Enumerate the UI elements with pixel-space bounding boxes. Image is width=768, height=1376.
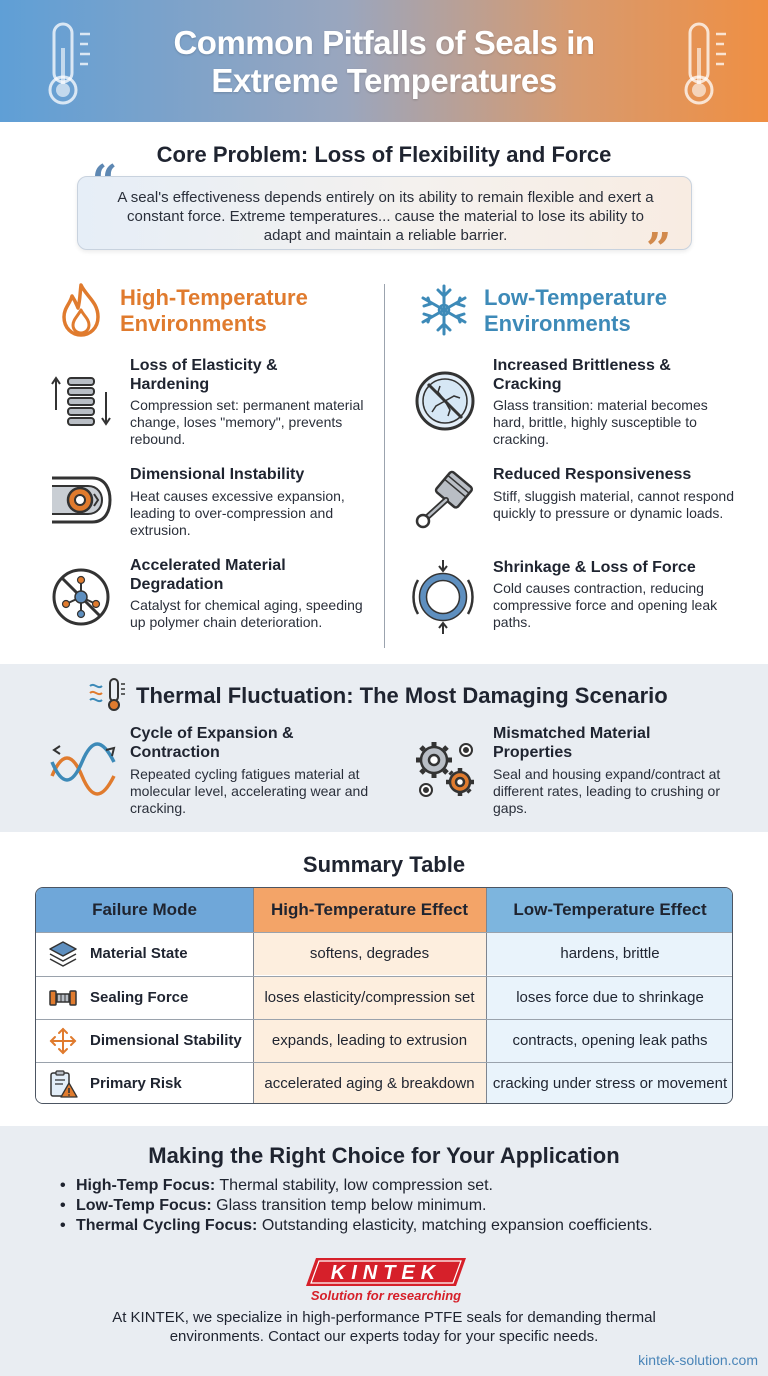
- gears-icon: [410, 736, 480, 802]
- table-cell-high: loses elasticity/compression set: [253, 976, 486, 1019]
- footer-text: At KINTEK, we specialize in high-performance PTFE seals for demanding thermal environments. Contact our experts today for your specific needs.: [112, 1309, 656, 1345]
- table-cell-high: accelerated aging & breakdown: [253, 1062, 486, 1104]
- piston-icon: [412, 470, 476, 532]
- table-cell-mode: Primary Risk: [36, 1062, 253, 1104]
- table-header-low-temp: Low-Temperature Effect: [486, 888, 733, 932]
- table-divider: [36, 932, 733, 933]
- open-quote-icon: “: [92, 156, 118, 207]
- high-item-3-desc: Catalyst for chemical aging, speeding up polymer chain deterioration.: [130, 597, 363, 630]
- flame-icon: [56, 282, 106, 338]
- core-problem-title: Core Problem: Loss of Flexibility and Force: [156, 142, 612, 167]
- website-link[interactable]: kintek-solution.com: [638, 1352, 758, 1368]
- table-divider: [36, 1019, 733, 1020]
- table-header-failure-mode: Failure Mode: [36, 888, 253, 932]
- high-item-3-title: Accelerated Material Degradation: [130, 557, 286, 593]
- fluct-item-2-title: Mismatched Material Properties: [493, 725, 651, 761]
- table-cell-low: cracking under stress or movement: [486, 1062, 733, 1104]
- thermometer-icon: [676, 18, 736, 108]
- fluct-item-2-desc: Seal and housing expand/contract at different rates, leading to crushing or gaps.: [493, 766, 721, 816]
- high-temp-heading: High-Temperature Environments: [120, 285, 308, 336]
- logo-tagline: Solution for researching: [310, 1288, 462, 1303]
- low-item-1-desc: Glass transition: material becomes hard, brittle, highly susceptible to cracking.: [493, 397, 708, 447]
- heat-wave-thermometer-icon: [88, 676, 128, 712]
- table-cell-mode: Dimensional Stability: [36, 1019, 253, 1062]
- table-divider: [36, 1062, 733, 1063]
- column-divider: [384, 284, 385, 648]
- layers-icon: [48, 939, 78, 969]
- fluct-item-1-title: Cycle of Expansion & Contraction: [130, 725, 294, 761]
- low-item-3-desc: Cold causes contraction, reducing compressive force and opening leak paths.: [493, 580, 718, 630]
- fluctuation-title: Thermal Fluctuation: The Most Damaging Scenario: [136, 683, 668, 708]
- table-divider: [253, 888, 254, 1104]
- broken-molecule-icon: [48, 566, 114, 628]
- warning-clipboard-icon: [48, 1069, 78, 1099]
- low-item-1-title: Increased Brittleness & Cracking: [493, 357, 671, 393]
- low-item-3-title: Shrinkage & Loss of Force: [493, 559, 696, 576]
- table-divider: [486, 888, 487, 1104]
- table-cell-mode: Material State: [36, 932, 253, 975]
- low-temp-heading: Low-Temperature Environments: [484, 285, 667, 336]
- shrinking-ring-icon: [410, 558, 476, 636]
- table-cell-high: softens, degrades: [253, 932, 486, 975]
- move-arrows-icon: [48, 1026, 78, 1056]
- cracked-glass-icon: [414, 370, 476, 432]
- kintek-logo: [306, 1258, 466, 1304]
- low-item-2-title: Reduced Responsiveness: [493, 466, 692, 483]
- force-clamp-icon: [48, 983, 78, 1013]
- high-item-1-desc: Compression set: permanent material change, loses "memory", prevents rebound.: [130, 397, 364, 447]
- expanding-seal-icon: [48, 470, 114, 530]
- choice-title: Making the Right Choice for Your Application: [148, 1143, 620, 1168]
- high-item-1-title: Loss of Elasticity & Hardening: [130, 357, 278, 393]
- close-quote-icon: ”: [646, 224, 672, 275]
- list-item: • Thermal Cycling Focus: Outstanding elasticity, matching expansion coefficients.: [58, 1216, 748, 1236]
- table-header-high-temp: High-Temperature Effect: [253, 888, 486, 932]
- core-quote-box: [77, 176, 692, 250]
- wave-cycle-icon: [48, 738, 118, 798]
- snowflake-icon: [416, 282, 472, 338]
- logo-wordmark: KINTEK: [330, 1262, 442, 1284]
- fluct-item-1-desc: Repeated cycling fatigues material at molecular level, accelerating wear and cracking.: [130, 766, 369, 816]
- table-divider: [36, 976, 733, 977]
- list-item: • High-Temp Focus: Thermal stability, low compression set.: [58, 1176, 748, 1196]
- thermometer-icon: [40, 18, 100, 108]
- table-cell-high: expands, leading to extrusion: [253, 1019, 486, 1062]
- core-quote-text: A seal's effectiveness depends entirely on its ability to remain flexible and exert a constant force. Extreme temperatures... cause the material to lose its ability to adapt and maintain a reliable barrier.: [117, 189, 654, 244]
- low-item-2-desc: Stiff, sluggish material, cannot respond quickly to pressure or dynamic loads.: [493, 488, 734, 521]
- header-banner: [0, 0, 768, 122]
- high-item-2-title: Dimensional Instability: [130, 466, 305, 483]
- table-cell-low: contracts, opening leak paths: [486, 1019, 733, 1062]
- list-item: • Low-Temp Focus: Glass transition temp below minimum.: [58, 1196, 748, 1216]
- summary-table-title: Summary Table: [302, 852, 466, 877]
- summary-table: [35, 887, 733, 1104]
- table-cell-mode: Sealing Force: [36, 976, 253, 1019]
- table-cell-low: hardens, brittle: [486, 932, 733, 975]
- table-cell-low: loses force due to shrinkage: [486, 976, 733, 1019]
- high-item-2-desc: Heat causes excessive expansion, leading to over-compression and extrusion.: [130, 488, 345, 538]
- choice-list: [58, 1176, 748, 1236]
- compressed-spring-icon: [48, 370, 114, 432]
- page-title: Common Pitfalls of Seals in Extreme Temperatures: [173, 24, 595, 99]
